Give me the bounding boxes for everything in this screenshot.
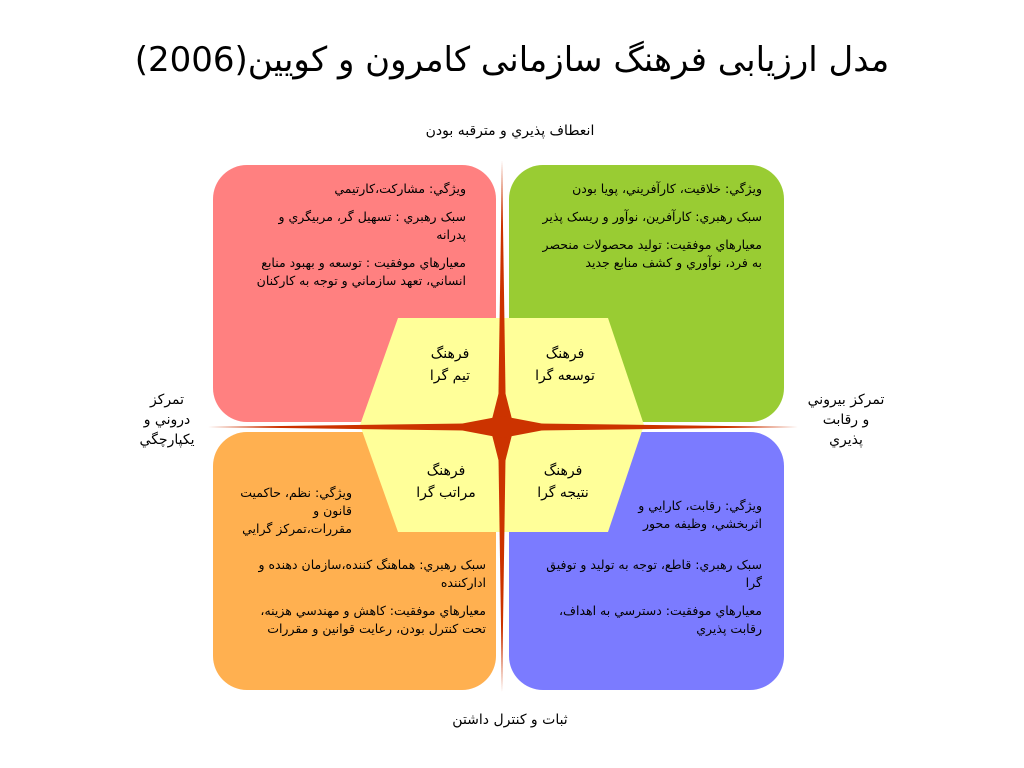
culture-label-line: فرهنگ <box>545 346 585 362</box>
leadership-style-text: سبک رهبري: كارآفرين، نوآور و ريسک پذير <box>542 209 762 224</box>
culture-label-result <box>513 460 613 504</box>
leadership-style-text: سبک رهبري : تسهيل گر، مربيگري و پدرانه <box>278 209 466 242</box>
quadrant-bottom-right-text <box>528 556 762 648</box>
page-title: مدل ارزيابی فرهنگ سازمانی کامرون و کويين(2006) <box>134 40 890 80</box>
features-text: ويژگي: خلاقيت، كارآفريني، پويا بودن <box>572 181 762 196</box>
axis-label-left-line: يكپارچگي <box>139 432 195 448</box>
features-text: ويژگي: نظم، حاكميت قانون و مقررات،تمركز گرايي <box>240 485 352 536</box>
culture-label-development <box>515 343 615 387</box>
culture-label-line: تيم گرا <box>429 368 471 384</box>
axis-label-right-line: و رقابت <box>822 412 870 428</box>
culture-label-line: فرهنگ <box>426 463 466 479</box>
axis-label-top: انعطاف پذيري و مترقبه بودن <box>425 123 595 139</box>
culture-label-line: توسعه گرا <box>535 368 595 384</box>
culture-label-team <box>400 343 500 387</box>
success-criteria-text: معيارهاي موفقيت: كاهش و مهندسي هزينه، تحت كنترل بودن، رعايت قوانين و مقررات <box>260 603 486 636</box>
culture-label-line: فرهنگ <box>543 463 583 479</box>
success-criteria-text: معيارهاي موفقيت : توسعه و بهبود منابع انساني، تعهد سازماني و توجه به كاركنان <box>256 255 466 288</box>
quadrant-bottom-right-features <box>636 497 762 543</box>
culture-label-line: نتيجه گرا <box>537 485 589 501</box>
success-criteria-text: معيارهاي موفقيت: دسترسي به اهداف، رقابت پذيري <box>558 603 762 636</box>
quadrant-bottom-left-text <box>236 556 486 648</box>
features-text: ويژگي: رقابت، كارايي و اثربخشي، وظيفه محور <box>638 498 762 531</box>
axis-label-left-line: تمركز <box>149 392 185 408</box>
axis-label-left-line: دروني و <box>143 412 191 428</box>
axis-label-right-line: تمركز بيروني <box>807 392 885 408</box>
leadership-style-text: سبک رهبري: هماهنگ كننده،سازمان دهنده و اداركننده <box>258 557 486 590</box>
culture-label-hierarchy <box>396 460 496 504</box>
axis-label-right-line: پذيري <box>829 432 863 448</box>
quadrant-bottom-left-features <box>236 484 352 548</box>
axis-label-bottom: ثبات و كنترل داشتن <box>452 712 568 728</box>
features-text: ويژگي: مشارکت،کارتیمي <box>334 181 466 196</box>
quadrant-top-left-text <box>248 180 466 300</box>
quadrant-top-right-text <box>540 180 762 282</box>
culture-label-line: مراتب گرا <box>416 485 476 501</box>
leadership-style-text: سبک رهبري: قاطع، توجه به توليد و توفيق گرا <box>546 557 762 590</box>
culture-label-line: فرهنگ <box>430 346 470 362</box>
success-criteria-text: معيارهاي موفقيت: توليد محصولات منحصر به فرد، نوآوري و كشف منابع جديد <box>542 237 762 270</box>
